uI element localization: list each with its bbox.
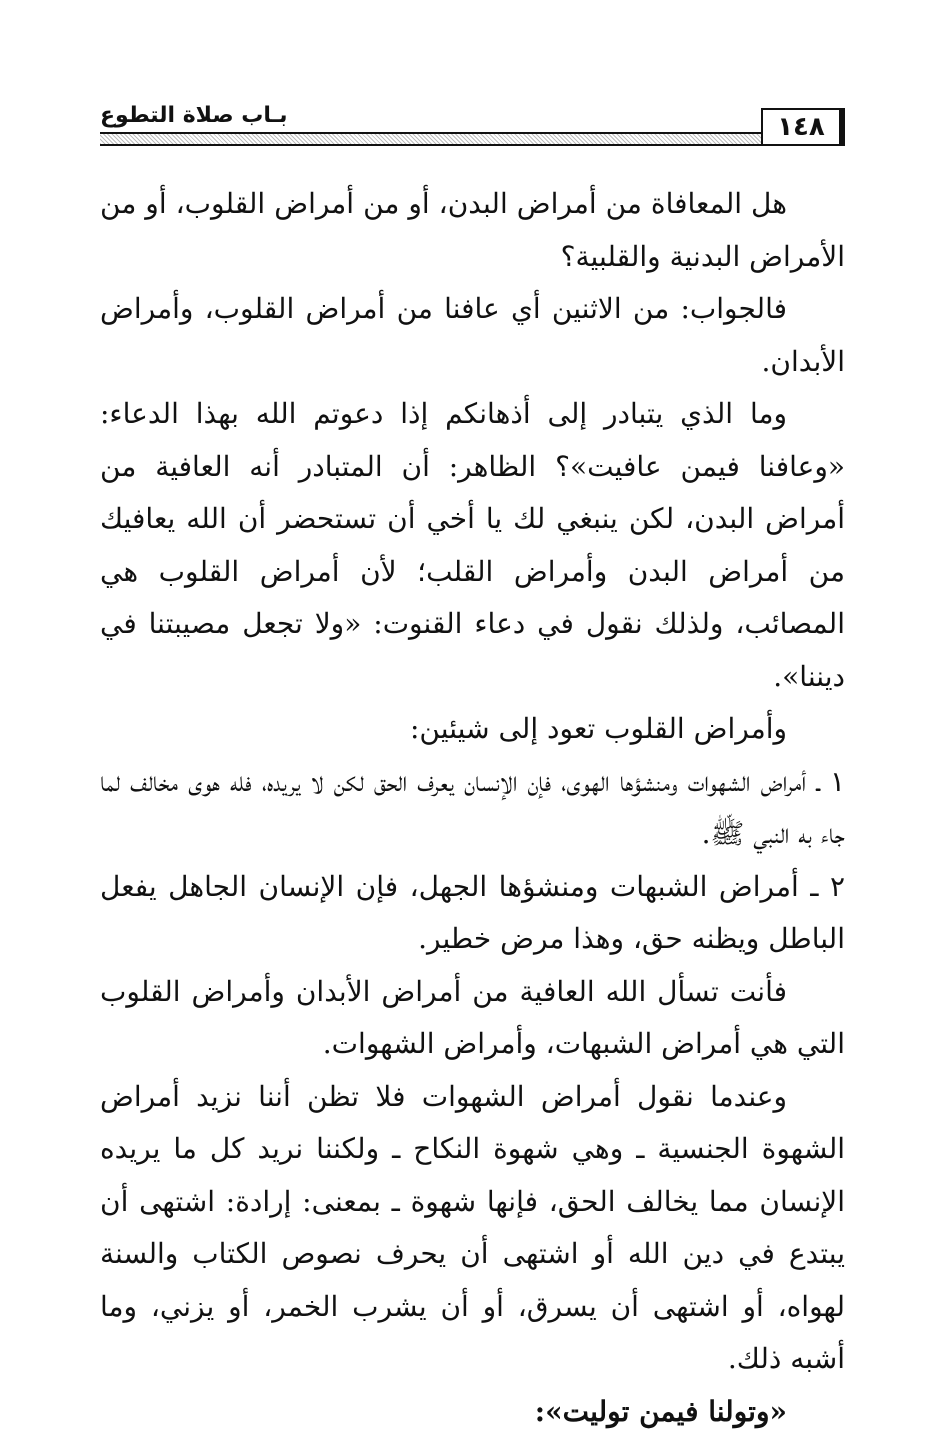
page-header xyxy=(100,102,845,150)
section-heading: «وتولنا فيمن توليت»: xyxy=(100,1386,845,1438)
paragraph-desires-explained: وعندما نقول أمراض الشهوات فلا تظن أننا نزيد أمراض الشهوة الجنسية ـ وهي شهوة النكاح ـ ولكننا نريد كل ما يريده الإنسان مما يخالف الحق، فإنها شهوة ـ بمعنى: إرادة: اشتهى أن يبتدع في دين الله أو اشتهى أن يحرف نصوص الكتاب والسنة لهواه، أو اشتهى أن يسرق، أو أن يشرب الخمر، أو يزني، وما أشبه ذلك. xyxy=(100,1071,845,1386)
paragraph-two-types: وأمراض القلوب تعود إلى شيئين: xyxy=(100,703,845,756)
paragraph-question: هل المعافاة من أمراض البدن، أو من أمراض القلوب، أو من الأمراض البدنية والقلبية؟ xyxy=(100,178,845,283)
chapter-title: بـاب صلاة التطوع xyxy=(100,102,287,130)
list-item-desires: ١ ـ أمراض الشهوات ومنشؤها الهوى، فإن الإنسان يعرف الحق لكن لا يريده، فله هوى مخالف لما جاء به النبي ﷺ. xyxy=(100,756,845,861)
page-number: ١٤٨ xyxy=(761,108,845,146)
paragraph-ask-wellbeing: فأنت تسأل الله العافية من أمراض الأبدان وأمراض القلوب التي هي أمراض الشبهات، وأمراض الشهوات. xyxy=(100,966,845,1071)
paragraph-supplication: وما الذي يتبادر إلى أذهانكم إذا دعوتم الله بهذا الدعاء: «وعافنا فيمن عافيت»؟ الظاهر: أن المتبادر أنه العافية من أمراض البدن، لكن ينبغي لك يا أخي أن تستحضر أن الله يعافيك من أمراض البدن وأمراض القلب؛ لأن أمراض القلوب هي المصائب، ولذلك نقول في دعاء القنوت: «ولا تجعل مصيبتنا في ديننا». xyxy=(100,388,845,703)
header-rule xyxy=(100,132,845,146)
paragraph-answer: فالجواب: من الاثنين أي عافنا من أمراض القلوب، وأمراض الأبدان. xyxy=(100,283,845,388)
body-text xyxy=(100,178,845,1438)
list-item-doubts: ٢ ـ أمراض الشبهات ومنشؤها الجهل، فإن الإنسان الجاهل يفعل الباطل ويظنه حق، وهذا مرض خطير. xyxy=(100,861,845,966)
